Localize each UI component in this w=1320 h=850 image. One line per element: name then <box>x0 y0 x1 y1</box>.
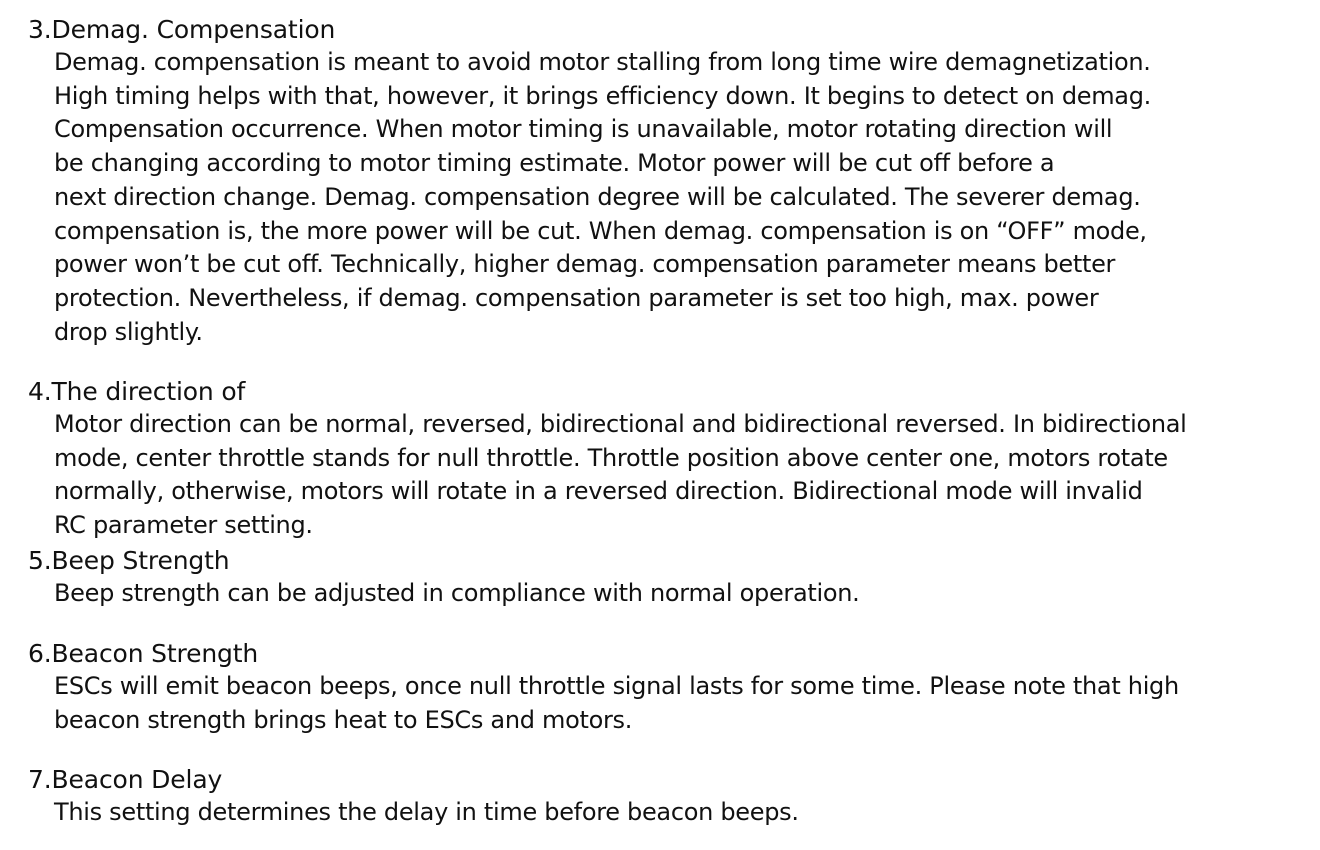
section-direction <box>28 376 1298 543</box>
section-heading: 5.Beep Strength <box>28 546 230 575</box>
paragraph-line: Demag. compensation is meant to avoid motor stalling from long time wire demagnetization. <box>54 48 1151 76</box>
paragraph-line: ESCs will emit beacon beeps, once null throttle signal lasts for some time. Please note that high <box>54 672 1179 700</box>
section-heading: 6.Beacon Strength <box>28 639 259 668</box>
section-heading: 3.Demag. Compensation <box>28 15 336 44</box>
paragraph-line: Beep strength can be adjusted in compliance with normal operation. <box>54 579 860 607</box>
section-heading: 7.Beacon Delay <box>28 765 223 794</box>
paragraph-line: compensation is, the more power will be cut. When demag. compensation is on “OFF” mode, <box>54 216 1147 245</box>
paragraph-line: next direction change. Demag. compensation degree will be calculated. The severer demag. <box>54 182 1141 211</box>
paragraph-line: This setting determines the delay in time before beacon beeps. <box>54 798 799 826</box>
section-beacon-strength <box>28 638 1298 737</box>
paragraph-line: Compensation occurrence. When motor timing is unavailable, motor rotating direction will <box>54 115 1113 144</box>
paragraph-line: Motor direction can be normal, reversed, bidirectional and bidirectional reversed. In bidirectional <box>54 410 1187 438</box>
paragraph-line: High timing helps with that, however, it brings efficiency down. It begins to detect on demag. <box>54 81 1151 110</box>
paragraph-line: drop slightly. <box>54 317 203 346</box>
section-beep-strength <box>28 545 1298 611</box>
section-heading: 4.The direction of <box>28 377 246 406</box>
paragraph-line: mode, center throttle stands for null throttle. Throttle position above center one, motors rotate <box>54 443 1168 472</box>
section-beacon-delay <box>28 764 1298 830</box>
paragraph-line: power won’t be cut off. Technically, higher demag. compensation parameter means better <box>54 250 1116 279</box>
paragraph-line: RC parameter setting. <box>54 511 313 540</box>
paragraph-line: beacon strength brings heat to ESCs and motors. <box>54 705 633 734</box>
paragraph-line: be changing according to motor timing estimate. Motor power will be cut off before a <box>54 149 1055 178</box>
section-demag-compensation <box>28 14 1298 349</box>
paragraph-line: normally, otherwise, motors will rotate in a reversed direction. Bidirectional mode will invalid <box>54 477 1143 506</box>
paragraph-line: protection. Nevertheless, if demag. compensation parameter is set too high, max. power <box>54 283 1099 312</box>
